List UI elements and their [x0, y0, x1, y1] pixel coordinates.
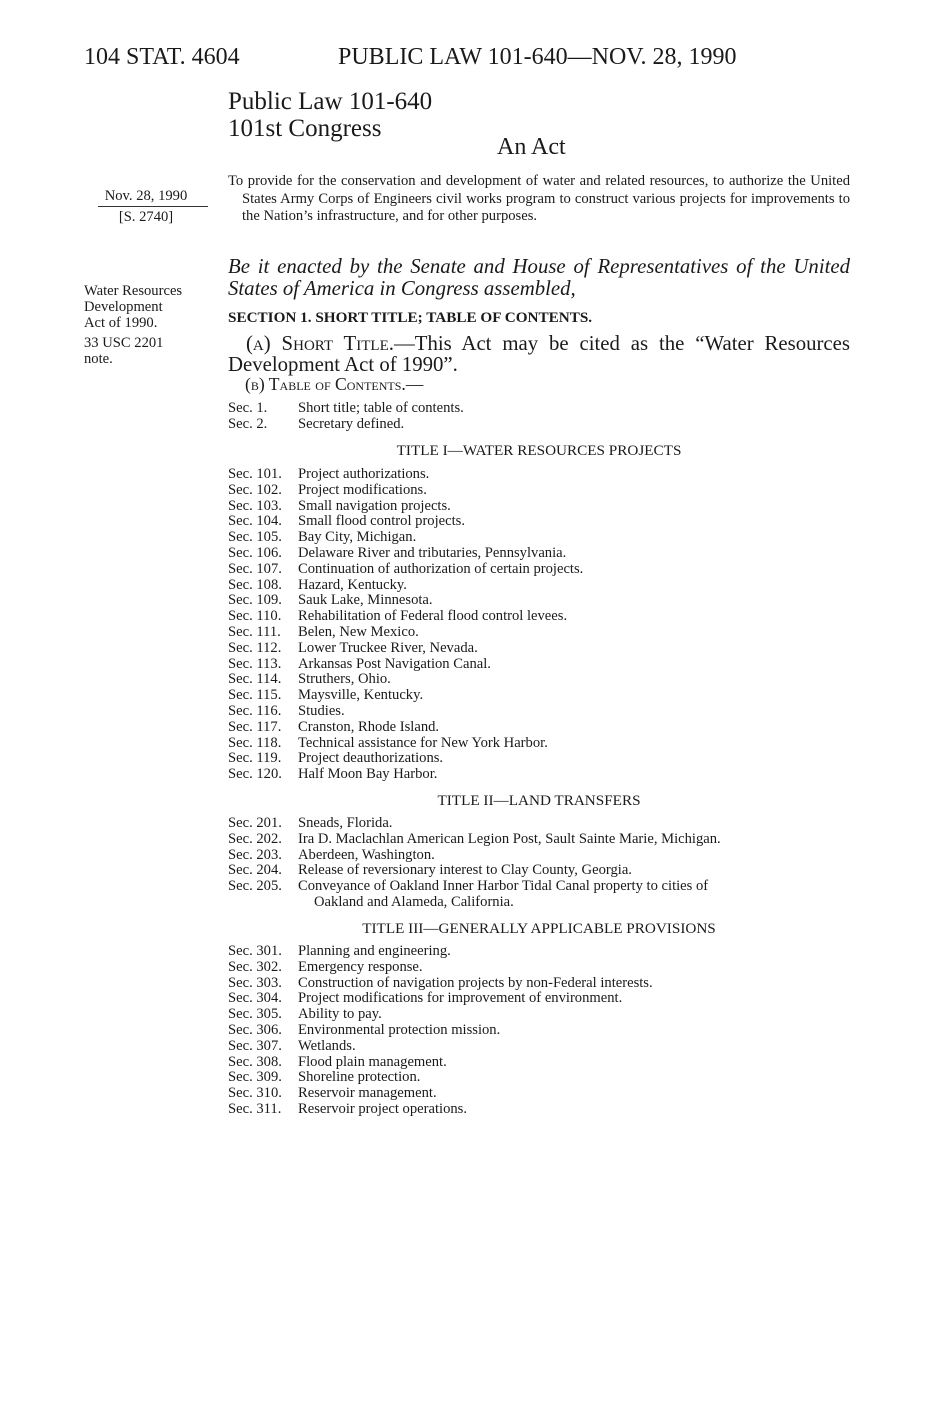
title-3-heading: TITLE III—GENERALLY APPLICABLE PROVISIONS	[362, 920, 716, 937]
section-number: Sec. 309.	[228, 1069, 282, 1086]
section-number: Sec. 204.	[228, 862, 282, 879]
section-title: Flood plain management.	[298, 1053, 447, 1070]
toc-entry	[228, 1055, 850, 1071]
toc-entry	[228, 625, 850, 641]
toc-entry	[228, 1039, 850, 1055]
section-number: Sec. 205.	[228, 878, 282, 895]
toc-entry	[228, 609, 850, 625]
section-number: Sec. 112.	[228, 639, 282, 656]
section-title: Half Moon Bay Harbor.	[298, 766, 438, 783]
toc-heading: (b) Table of Contents.—	[245, 374, 424, 394]
section-heading: SECTION 1. SHORT TITLE; TABLE OF CONTENTS.	[228, 309, 593, 326]
section-title: Hazard, Kentucky.	[298, 576, 407, 593]
act-heading: An Act	[497, 134, 566, 160]
margin-note-line: Development	[84, 299, 163, 315]
toc-entry	[228, 704, 850, 720]
section-number: Sec. 118.	[228, 734, 282, 751]
section-number: Sec. 202.	[228, 830, 282, 847]
short-title-text: —This Act may be cited as the “Water Resources Development Act of 1990”.	[228, 332, 850, 376]
section-title: Arkansas Post Navigation Canal.	[298, 655, 491, 672]
section-title: Maysville, Kentucky.	[298, 687, 424, 704]
toc-entry	[228, 688, 850, 704]
section-title: Project authorizations.	[298, 466, 430, 482]
toc-entry	[228, 976, 850, 992]
margin-note-line: Act of 1990.	[84, 315, 158, 331]
section-number: Sec. 301.	[228, 943, 282, 959]
section-title: Construction of navigation projects by non-Federal interests.	[298, 974, 653, 991]
margin-divider	[98, 206, 208, 207]
section-number: Sec. 119.	[228, 750, 282, 767]
section-number: Sec. 305.	[228, 1006, 282, 1023]
toc-entry	[228, 863, 850, 879]
toc-entry	[228, 546, 850, 562]
title-1-heading: TITLE I—WATER RESOURCES PROJECTS	[396, 442, 682, 459]
section-title: Belen, New Mexico.	[298, 623, 419, 640]
toc-general-list	[228, 401, 850, 433]
title-1-list	[228, 467, 850, 783]
toc-entry	[228, 401, 850, 417]
margin-note-short-title	[84, 283, 219, 331]
section-number: Sec. 113.	[228, 655, 282, 672]
section-number: Sec. 311.	[228, 1100, 282, 1117]
toc-entry	[228, 960, 850, 976]
section-title: Project modifications for improvement of environment.	[298, 990, 623, 1007]
toc-entry	[228, 751, 850, 767]
section-title: Delaware River and tributaries, Pennsylvania.	[298, 544, 567, 561]
section-title: Reservoir management.	[298, 1085, 437, 1102]
toc-entry	[228, 530, 850, 546]
toc-entry	[228, 832, 850, 848]
toc-entry	[228, 657, 850, 673]
section-number: Sec. 306.	[228, 1021, 282, 1038]
section-title: Cranston, Rhode Island.	[298, 718, 440, 735]
purpose-paragraph: To provide for the conservation and development of water and related resources, to authorize the United States Army Corps of Engineers civil works program to construct various projects for improvements to the Nation’s infrastructure, and for other purposes.	[228, 173, 850, 225]
section-number: Sec. 108.	[228, 576, 282, 593]
toc-entry	[228, 578, 850, 594]
section-number: Sec. 103.	[228, 497, 282, 514]
toc-entry	[228, 417, 850, 433]
section-title: Project deauthorizations.	[298, 750, 444, 767]
section-title: Studies.	[298, 702, 345, 719]
toc-entry	[228, 514, 850, 530]
toc-entry	[228, 1007, 850, 1023]
section-number: Sec. 116.	[228, 702, 282, 719]
toc-entry	[228, 879, 850, 911]
section-title: Reservoir project operations.	[298, 1100, 467, 1117]
short-title-paragraph	[228, 333, 850, 375]
margin-note-line: 33 USC 2201	[84, 335, 164, 351]
section-number: Sec. 307.	[228, 1037, 282, 1054]
section-title: Release of reversionary interest to Clay County, Georgia.	[298, 862, 632, 879]
section-number: Sec. 107.	[228, 560, 282, 577]
toc-entry	[228, 816, 850, 832]
congress-number: 101st Congress	[228, 115, 382, 142]
toc-entry	[228, 1086, 850, 1102]
section-title: Technical assistance for New York Harbor.	[298, 734, 548, 751]
toc-entry	[228, 736, 850, 752]
toc-entry	[228, 848, 850, 864]
toc-entry	[228, 991, 850, 1007]
section-number: Sec. 111.	[228, 623, 281, 640]
section-number: Sec. 203.	[228, 846, 282, 863]
toc-entry	[228, 1102, 850, 1118]
section-title: Struthers, Ohio.	[298, 671, 391, 688]
statute-page-ref: 104 STAT. 4604	[84, 44, 240, 70]
section-title: Ability to pay.	[298, 1006, 382, 1023]
toc-entry	[228, 1070, 850, 1086]
running-law-date: PUBLIC LAW 101-640—NOV. 28, 1990	[338, 44, 737, 70]
section-title: Sneads, Florida.	[298, 815, 393, 831]
enacting-clause: Be it enacted by the Senate and House of Representatives of the United States of America in Congress assembled,	[228, 255, 850, 300]
section-title: Secretary defined.	[298, 415, 405, 432]
section-number: Sec. 1.	[228, 400, 268, 416]
section-title: Environmental protection mission.	[298, 1021, 501, 1038]
section-title: Conveyance of Oakland Inner Harbor Tidal Canal property to cities of	[298, 878, 709, 895]
toc-entry	[228, 562, 850, 578]
section-title: Project modifications.	[298, 481, 427, 498]
margin-note-usc	[84, 335, 219, 367]
bill-number: [S. 2740]	[118, 209, 174, 225]
margin-note-line: note.	[84, 351, 113, 367]
section-number: Sec. 308.	[228, 1053, 282, 1070]
section-title: Planning and engineering.	[298, 943, 451, 959]
law-title	[228, 88, 432, 142]
section-title: Shoreline protection.	[298, 1069, 421, 1086]
section-title: Bay City, Michigan.	[298, 529, 417, 546]
section-number: Sec. 110.	[228, 608, 282, 625]
short-title-label: (a) Short Title.	[246, 332, 394, 355]
toc-entry	[228, 767, 850, 783]
section-number: Sec. 101.	[228, 466, 282, 482]
section-number: Sec. 303.	[228, 974, 282, 991]
section-title: Small flood control projects.	[298, 513, 465, 530]
section-title: Aberdeen, Washington.	[298, 846, 435, 863]
title-2-heading: TITLE II—LAND TRANSFERS	[437, 792, 641, 809]
section-number: Sec. 104.	[228, 513, 282, 530]
margin-note-date	[84, 188, 208, 225]
section-number: Sec. 310.	[228, 1085, 282, 1102]
section-number: Sec. 117.	[228, 718, 282, 735]
toc-entry	[228, 483, 850, 499]
section-title: Small navigation projects.	[298, 497, 451, 514]
section-number: Sec. 114.	[228, 671, 282, 688]
section-title: Lower Truckee River, Nevada.	[298, 639, 478, 656]
toc-entry	[228, 467, 850, 483]
section-title: Wetlands.	[298, 1037, 356, 1054]
section-title-continued: Oakland and Alameda, California.	[314, 893, 514, 910]
section-number: Sec. 201.	[228, 815, 282, 831]
section-title: Short title; table of contents.	[298, 400, 464, 416]
toc-entry	[228, 1023, 850, 1039]
section-number: Sec. 105.	[228, 529, 282, 546]
section-number: Sec. 120.	[228, 766, 282, 783]
section-number: Sec. 109.	[228, 592, 282, 609]
section-number: Sec. 302.	[228, 958, 282, 975]
toc-entry	[228, 720, 850, 736]
section-title: Sauk Lake, Minnesota.	[298, 592, 433, 609]
section-number: Sec. 2.	[228, 415, 268, 432]
section-number: Sec. 106.	[228, 544, 282, 561]
margin-note-line: Water Resources	[84, 283, 183, 299]
section-title: Emergency response.	[298, 958, 423, 975]
section-number: Sec. 304.	[228, 990, 282, 1007]
toc-entry	[228, 944, 850, 960]
section-title: Continuation of authorization of certain projects.	[298, 560, 584, 577]
law-number: Public Law 101-640	[228, 88, 433, 115]
title-3-list	[228, 944, 850, 1118]
section-number: Sec. 102.	[228, 481, 282, 498]
section-title: Ira D. Maclachlan American Legion Post, Sault Sainte Marie, Michigan.	[298, 830, 721, 847]
section-number: Sec. 115.	[228, 687, 282, 704]
toc-entry	[228, 672, 850, 688]
toc-entry	[228, 593, 850, 609]
enactment-date: Nov. 28, 1990	[104, 188, 188, 204]
toc-entry	[228, 641, 850, 657]
section-title: Rehabilitation of Federal flood control levees.	[298, 608, 568, 625]
toc-entry	[228, 499, 850, 515]
title-2-list	[228, 816, 850, 911]
